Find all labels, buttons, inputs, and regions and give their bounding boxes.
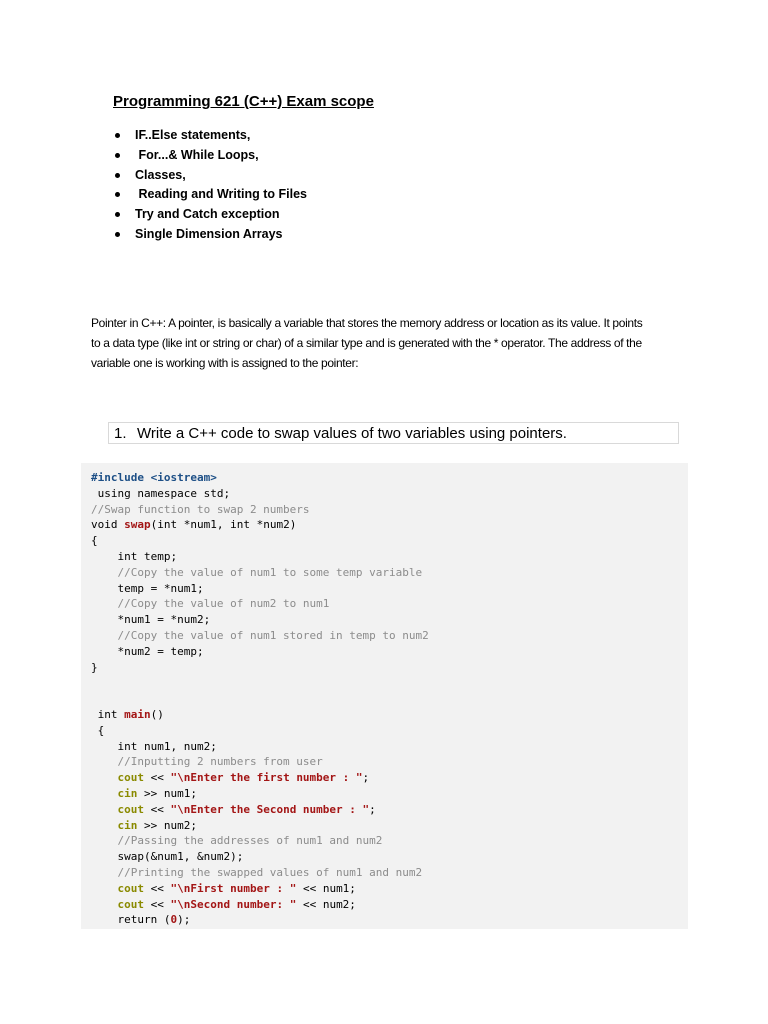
bullet-icon: [115, 153, 120, 158]
code-token: cout: [91, 897, 144, 911]
code-line: using namespace std;: [91, 486, 231, 500]
bullet-icon: [115, 173, 120, 178]
question-number: 1.: [114, 425, 127, 442]
code-token: main: [124, 707, 151, 721]
code-line: #include <iostream>: [91, 471, 217, 484]
list-item-label: Single Dimension Arrays: [135, 226, 283, 241]
code-line: //Copy the value of num1 stored in temp to num2: [91, 628, 429, 642]
code-token: cin: [91, 818, 138, 832]
code-token: ;: [369, 802, 376, 816]
list-item: [113, 205, 307, 225]
code-token: cout: [91, 802, 144, 816]
code-line: {: [91, 723, 105, 737]
code-line: *num2 = temp;: [91, 644, 204, 658]
list-item-label: For...& While Loops,: [135, 147, 259, 162]
page-title: Programming 621 (C++) Exam scope: [113, 93, 374, 110]
code-line: [91, 770, 429, 786]
bullet-icon: [115, 192, 120, 197]
code-line: [91, 691, 429, 707]
list-item-label: Reading and Writing to Files: [135, 187, 307, 202]
code-line: }: [91, 660, 98, 674]
question-box: [108, 422, 679, 444]
code-line: //Copy the value of num1 to some temp variable: [91, 565, 423, 579]
code-line: swap(&num1, &num2);: [91, 850, 244, 864]
code-token: <<: [143, 897, 171, 911]
code-token: <<: [143, 771, 171, 785]
bullet-icon: [115, 212, 120, 217]
code-line: int temp;: [91, 549, 178, 563]
code-line: //Passing the addresses of num1 and num2: [91, 834, 383, 848]
code-line: [91, 517, 429, 533]
code-line: temp = *num1;: [91, 581, 204, 595]
code-token: int: [91, 707, 125, 721]
code-token: );: [177, 913, 191, 927]
code-token: (int *num1, int *num2): [150, 518, 297, 532]
list-item: [113, 166, 307, 186]
code-token: (): [150, 707, 164, 721]
list-item: [113, 185, 307, 205]
code-token: ;: [362, 771, 370, 785]
code-line: [91, 786, 429, 802]
list-item-label: Classes,: [135, 167, 186, 182]
code-line: [91, 675, 429, 691]
code-line: //Printing the swapped values of num1 and num2: [91, 865, 423, 879]
code-token: << num1;: [296, 881, 356, 895]
bullet-icon: [115, 133, 120, 138]
list-item-label: Try and Catch exception: [135, 207, 280, 222]
list-item: [113, 146, 307, 166]
code-token: <<: [143, 802, 171, 816]
code-token: cin: [91, 786, 138, 800]
code-line: //Copy the value of num2 to num1: [91, 597, 330, 611]
code-line: [91, 897, 429, 913]
code-token: 0: [170, 913, 178, 927]
code-token: "\nSecond number: ": [170, 897, 297, 911]
code-token: return (: [91, 913, 171, 927]
code-line: *num1 = *num2;: [91, 613, 211, 627]
code-line: [91, 707, 429, 723]
code-token: "\nEnter the first number : ": [170, 771, 363, 785]
exam-scope-list: [113, 126, 307, 245]
list-item: [113, 225, 307, 245]
code-line: //Swap function to swap 2 numbers: [91, 502, 310, 516]
code-token: <<: [143, 881, 171, 895]
code-line: [91, 912, 429, 928]
code-token: "\nEnter the Second number : ": [170, 802, 370, 816]
bullet-icon: [115, 232, 120, 237]
list-item-label: IF..Else statements,: [135, 128, 251, 142]
code-line: [91, 802, 429, 818]
code-token: "\nFirst number : ": [170, 881, 297, 895]
code-line: {: [91, 534, 98, 548]
question-text: Write a C++ code to swap values of two variables using pointers.: [137, 425, 567, 442]
code-token: cout: [91, 771, 144, 785]
code-token: swap: [124, 518, 151, 532]
list-item: [113, 126, 307, 146]
code-block: [81, 463, 688, 929]
code-line: [91, 818, 429, 834]
code-line: [91, 881, 429, 897]
code-token: cout: [91, 881, 144, 895]
code-line: int num1, num2;: [91, 739, 217, 753]
code-token: void: [91, 518, 125, 532]
code-line: //Inputting 2 numbers from user: [91, 755, 323, 769]
code-token: << num2;: [296, 897, 356, 911]
code-token: >> num1;: [137, 786, 197, 800]
pointer-paragraph: Pointer in C++: A pointer, is basically a variable that stores the memory address or location as its value. It points to a data type (like int or string or char) of a similar type and is generated with the * operator. The address of the variable one is working with is assigned to the pointer:: [91, 316, 643, 370]
code-token: >> num2;: [137, 818, 197, 832]
